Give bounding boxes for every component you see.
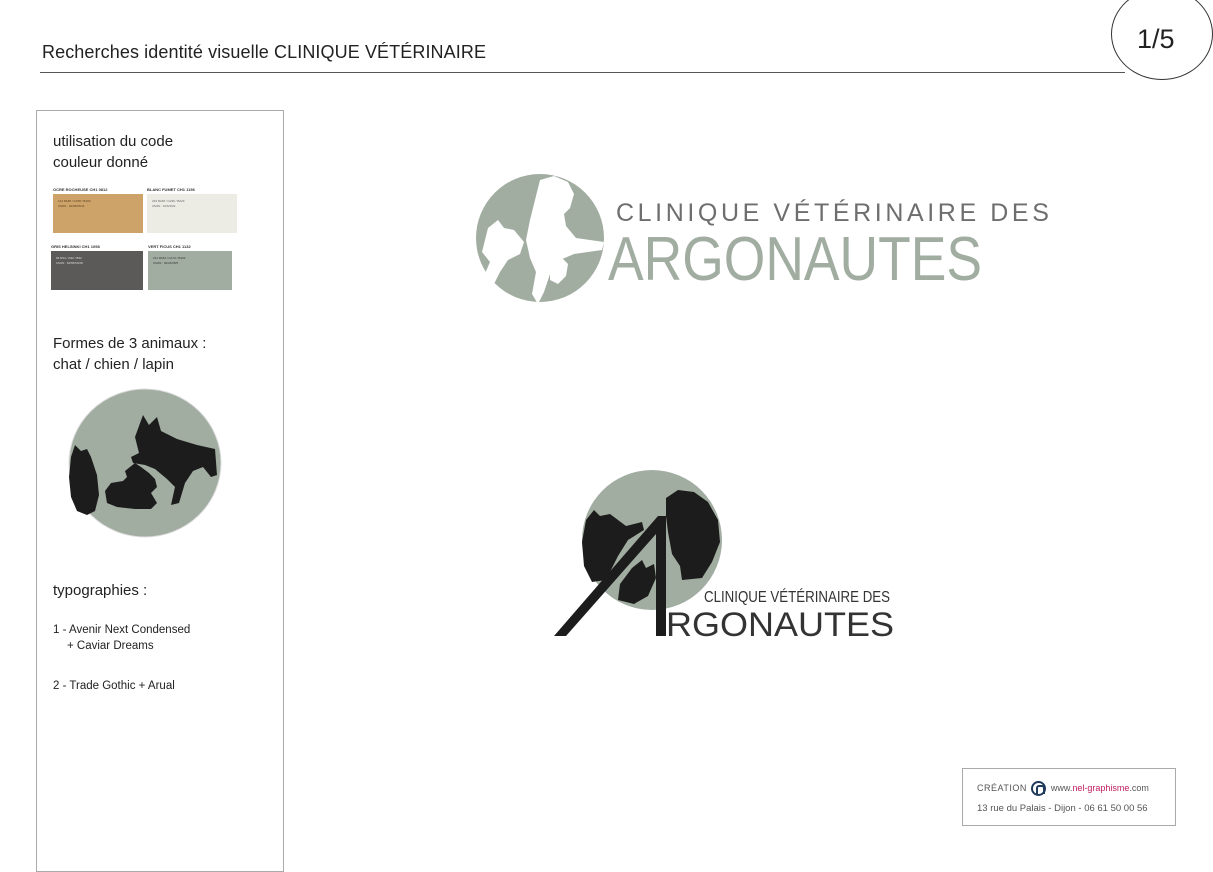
studio-logo-icon <box>1031 781 1046 796</box>
sidebar-panel <box>36 110 284 872</box>
typography-item: 1 - Avenir Next Condensed <box>53 624 191 636</box>
swatch-line: CMJN : 10/6/10/0 <box>152 204 176 208</box>
swatch-line: 96 R94 / G92 / B92 <box>56 256 82 260</box>
logo1-line2: ARGONAUTES <box>608 225 982 294</box>
color-code-heading: utilisation du code couleur donné <box>53 133 174 171</box>
swatch-line: 233 R238 / G236 / B229 <box>152 199 185 203</box>
credit-tld: .com <box>1129 782 1149 793</box>
typography-heading: typographies : <box>53 582 148 599</box>
logo-proposal-1 <box>470 168 1053 308</box>
swatch-label: OCRE ROCHEUSE CH1 0812 <box>53 187 108 192</box>
swatch-label: BLANC FUMET CH1 1156 <box>147 187 195 192</box>
logo-proposal-2 <box>536 470 929 644</box>
credit-label: CRÉATION <box>977 782 1027 793</box>
typography-item: + Caviar Dreams <box>67 640 154 652</box>
header-divider <box>40 72 1125 73</box>
swatch-label: VERT FICUS CH1 1132 <box>148 244 191 249</box>
logo1-line1: CLINIQUE VÉTÉRINAIRE DES <box>616 199 1053 227</box>
credit-site-name: nel-graphisme <box>1072 782 1130 793</box>
logo2-line2: RGONAUTES <box>666 606 894 644</box>
credit-address: 13 rue du Palais - Dijon - 06 61 50 00 56 <box>977 803 1148 814</box>
swatch-line: 144 R188 / G158 / B100 <box>58 199 91 203</box>
page-number: 1/5 <box>1137 24 1175 54</box>
color-swatch-vert <box>148 251 232 290</box>
logo1-wordmark <box>608 194 1053 294</box>
animals-heading: Formes de 3 animaux : chat / chien / lapin <box>53 335 207 373</box>
swatch-line: CMJN : 64/55/53/28 <box>56 261 83 265</box>
swatch-label: GRIS HELSINKI CH1 1098 <box>51 244 100 249</box>
logo2-line1: CLINIQUE VÉTÉRINAIRE DES <box>704 589 929 606</box>
credit-line <box>977 781 1149 796</box>
swatch-line: CMJN : 40/23/35/5 <box>153 261 179 265</box>
credit-www: www. <box>1050 782 1073 793</box>
logo2-wordmark <box>664 584 929 644</box>
color-swatch-ocre <box>53 194 143 233</box>
color-swatch-blanc <box>147 194 237 233</box>
swatch-line: 161 R162 / G173 / B162 <box>153 256 186 260</box>
page-title: Recherches identité visuelle CLINIQUE VÉTÉRINAIRE <box>42 42 487 62</box>
swatch-line: CMJN : 20/35/65/11 <box>58 204 85 208</box>
animals-circle-illustration <box>65 387 225 539</box>
typography-item: 2 - Trade Gothic + Arual <box>53 680 175 692</box>
credit-box <box>962 768 1176 826</box>
logo1-emblem <box>470 168 610 308</box>
color-swatch-gris <box>51 251 143 290</box>
